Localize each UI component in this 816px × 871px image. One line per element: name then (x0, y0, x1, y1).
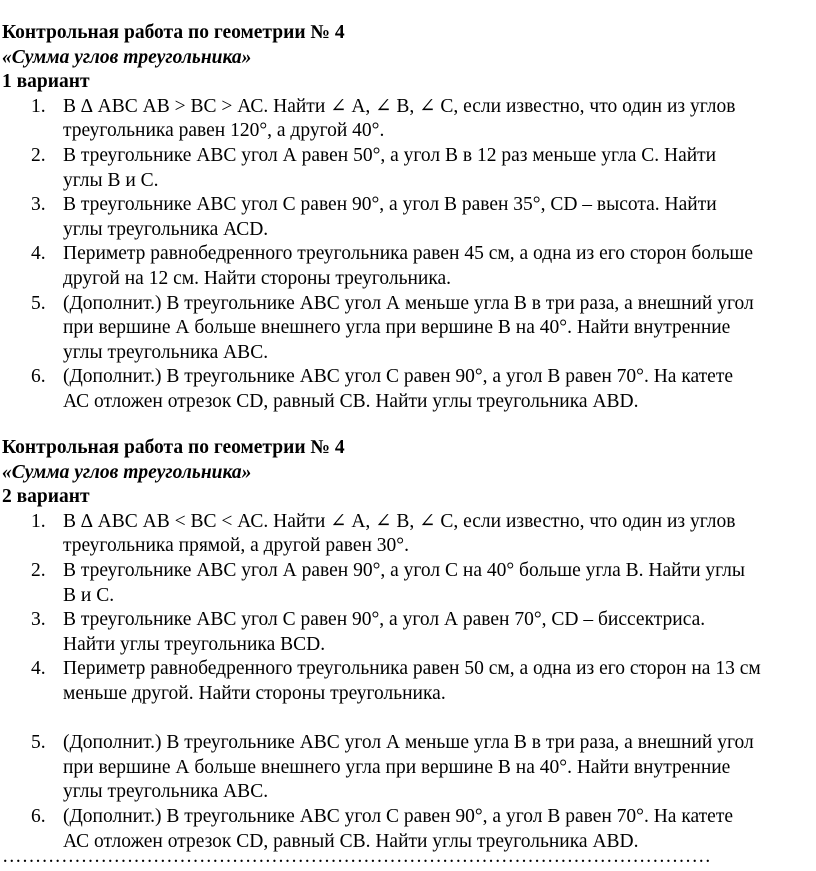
task-item-5 (2, 292, 754, 366)
task-text-line: В ∆ АВС АВ > ВС > АС. Найти ∠ А, ∠ В, ∠ С, если известно, что один из углов (63, 95, 736, 117)
task-text-line: В треугольнике АВС угол А равен 90°, а угол С на 40° больше угла В. Найти углы (63, 559, 745, 581)
task-text-line: (Дополнит.) В треугольнике АВС угол С равен 90°, а угол В равен 70°. На катете (63, 805, 734, 827)
task-text-line: другой на 12 см. Найти стороны треугольника. (63, 267, 452, 289)
task-text-line: Периметр равнобедренного треугольника равен 45 см, а одна из его сторон больше (63, 243, 754, 265)
dotted-separator: ……………………………………………………………………………………………… (2, 846, 712, 867)
task-text-line: углы треугольника АСD. (63, 218, 269, 240)
task-text-line: меньше другой. Найти стороны треугольника. (63, 682, 446, 704)
variant-label: 1 вариант (2, 71, 90, 93)
task-text-line: В треугольнике АВС угол А равен 50°, а угол В в 12 раз меньше угла С. Найти (63, 144, 717, 166)
test-title: Контрольная работа по геометрии № 4 (2, 22, 345, 43)
task-text-line: В треугольнике АВС угол С равен 90°, а угол В равен 35°, СD – высота. Найти (63, 194, 717, 216)
task-item-1 (2, 95, 754, 144)
task-text-line: В и С. (63, 584, 115, 606)
test-subtitle: «Сумма углов треугольника» (2, 46, 252, 68)
task-number: 1. (31, 510, 46, 532)
task-number: 4. (31, 658, 46, 680)
test-subtitle: «Сумма углов треугольника» (2, 461, 252, 483)
task-number: 3. (31, 609, 46, 631)
task-item-3 (2, 193, 754, 242)
task-item-2 (2, 144, 754, 193)
task-text-line: треугольника прямой, а другой равен 30°. (63, 535, 409, 557)
task-text-line: Найти углы треугольника ВСD. (63, 633, 326, 655)
task-number: 6. (31, 366, 46, 388)
task-list (2, 95, 754, 415)
task-text-line: АС отложен отрезок СD, равный СВ. Найти углы треугольника АВD. (63, 830, 639, 852)
task-number: 2. (31, 144, 46, 166)
task-item-3 (2, 608, 761, 657)
task-number: 5. (31, 732, 46, 754)
task-item-6 (2, 365, 754, 414)
task-item-2 (2, 559, 761, 608)
task-text-line: углы треугольника АВС. (63, 341, 269, 363)
task-text-line: В ∆ АВС АВ < ВС < АС. Найти ∠ А, ∠ В, ∠ С, если известно, что один из углов (63, 510, 736, 532)
task-text-line: (Дополнит.) В треугольнике АВС угол С равен 90°, а угол В равен 70°. На катете (63, 366, 734, 388)
task-item-4 (2, 657, 761, 731)
task-item-1 (2, 510, 761, 559)
blank-line (63, 707, 761, 732)
task-number: 4. (31, 243, 46, 265)
variant-label: 2 вариант (2, 486, 90, 508)
test-title: Контрольная работа по геометрии № 4 (2, 437, 345, 458)
task-list (2, 510, 761, 854)
task-text-line: при вершине А больше внешнего угла при вершине В на 40°. Найти внутренние (63, 756, 731, 778)
task-item-4 (2, 242, 754, 291)
task-text-line: Периметр равнобедренного треугольника равен 50 см, а одна из его сторон на 13 см (63, 658, 761, 680)
task-number: 2. (31, 559, 46, 581)
task-number: 1. (31, 95, 46, 117)
task-item-5 (2, 731, 761, 805)
task-number: 6. (31, 805, 46, 827)
task-text-line: В треугольнике АВС угол С равен 90°, а угол А равен 70°, СD – биссектриса. (63, 609, 706, 631)
variant-2-section (2, 436, 761, 854)
task-number: 5. (31, 292, 46, 314)
task-text-line: углы треугольника АВС. (63, 781, 269, 803)
task-text-line: (Дополнит.) В треугольнике АВС угол А меньше угла В в три раза, а внешний угол (63, 732, 754, 754)
task-text-line: треугольника равен 120°, а другой 40°. (63, 120, 385, 142)
task-text-line: АС отложен отрезок СD, равный СВ. Найти углы треугольника АВD. (63, 390, 639, 412)
task-text-line: (Дополнит.) В треугольнике АВС угол А меньше угла В в три раза, а внешний угол (63, 292, 754, 314)
task-text-line: углы В и С. (63, 169, 159, 191)
task-number: 3. (31, 194, 46, 216)
task-text-line: при вершине А больше внешнего угла при вершине В на 40°. Найти внутренние (63, 317, 731, 339)
variant-1-section (2, 21, 754, 415)
